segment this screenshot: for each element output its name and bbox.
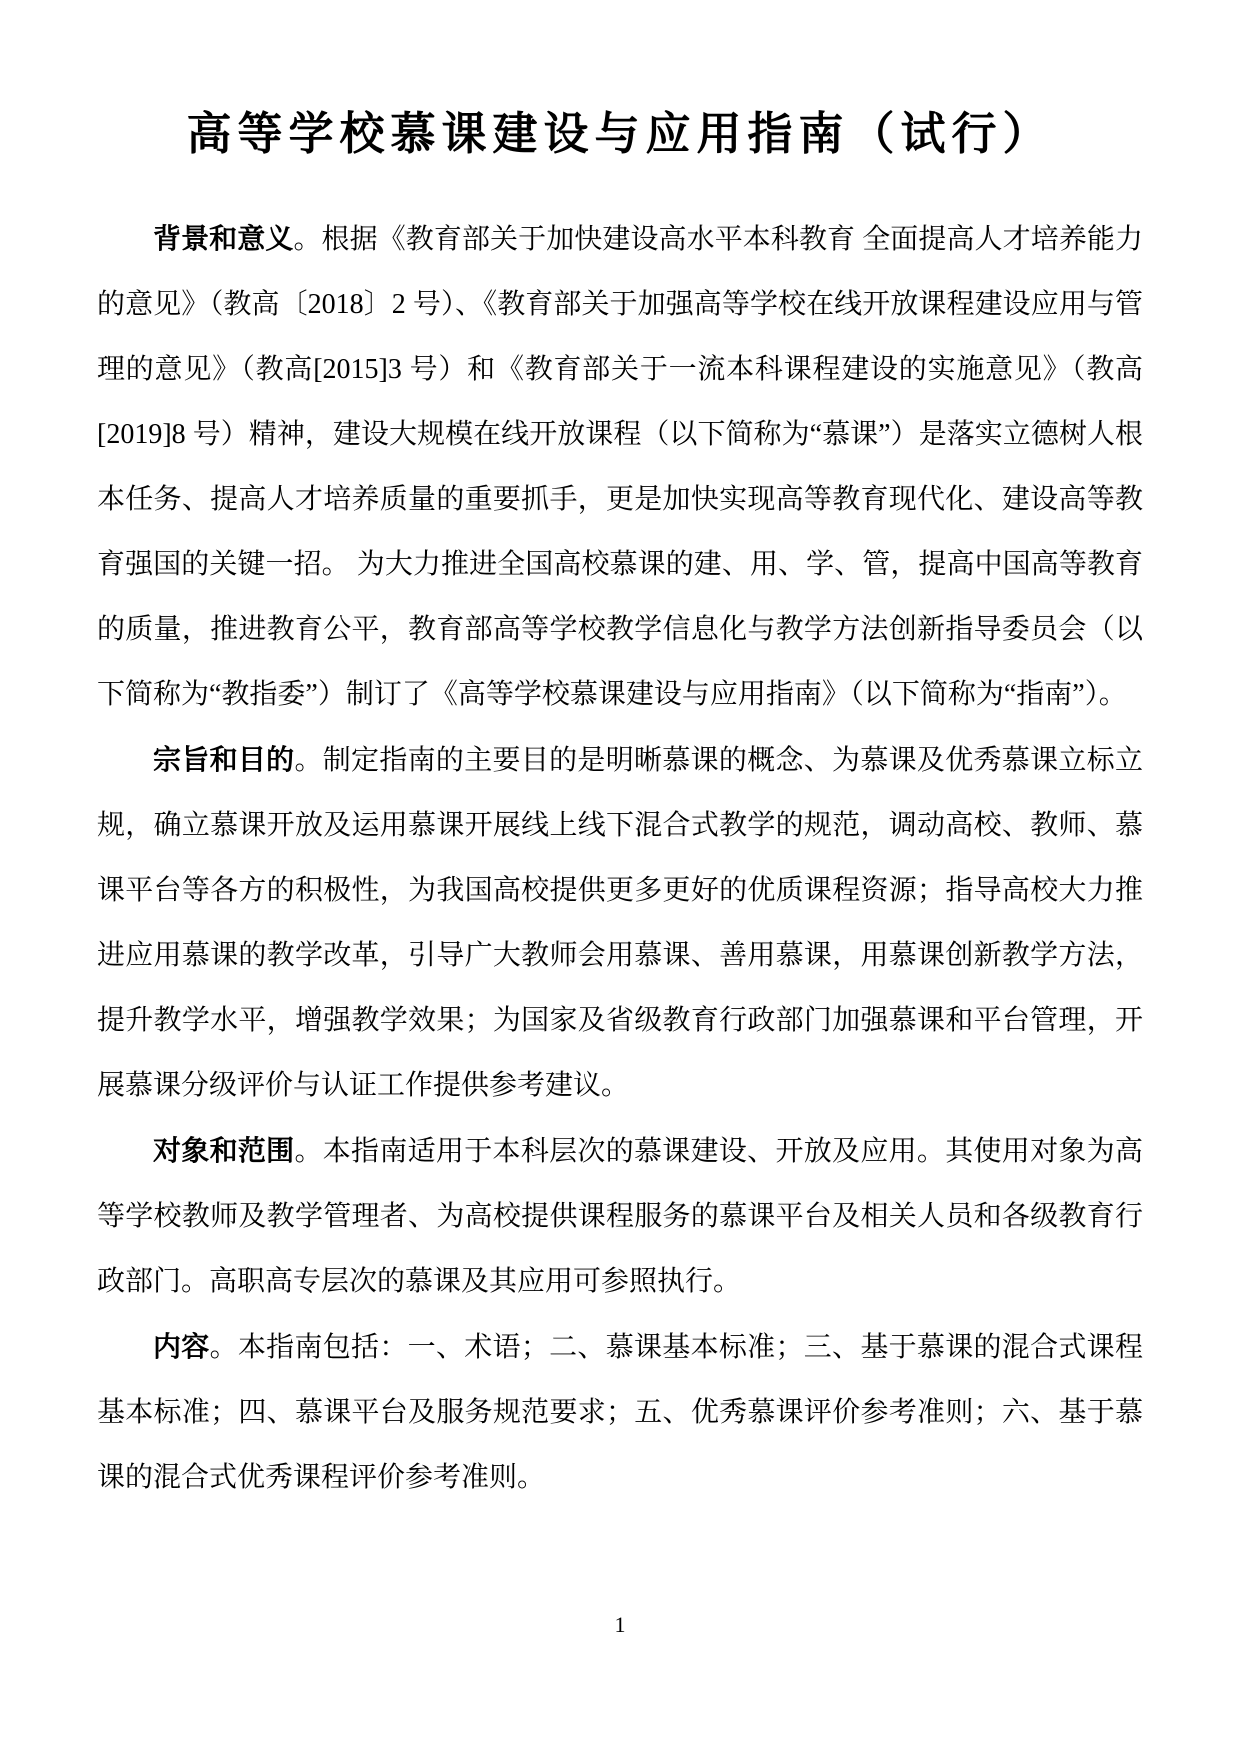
paragraph-contents xyxy=(97,1314,1143,1510)
document-content xyxy=(0,104,1240,1510)
paragraph-body-contents: 。本指南包括：一、术语；二、慕课基本标准；三、基于慕课的混合式课程基本标准；四、慕课平台及服务规范要求；五、优秀慕课评价参考准则；六、基于慕课的混合式优秀课程评价参考准则。 xyxy=(97,1332,1143,1493)
paragraph-scope xyxy=(97,1118,1143,1314)
paragraph-body-purpose: 。制定指南的主要目的是明晰慕课的概念、为慕课及优秀慕课立标立规，确立慕课开放及运用慕课开展线上线下混合式教学的规范，调动高校、教师、慕课平台等各方的积极性，为我国高校提供更多更好的优质课程资源；指导高校大力推进应用慕课的教学改革，引导广大教师会用慕课、善用慕课，用慕课创新教学方法，提升教学水平，增强教学效果；为国家及省级教育行政部门加强慕课和平台管理，开展慕课分级评价与认证工作提供参考建议。 xyxy=(97,745,1143,1101)
paragraph-heading-scope: 对象和范围 xyxy=(153,1135,295,1166)
document-title: 高等学校慕课建设与应用指南（试行） xyxy=(186,109,1054,159)
paragraph-heading-purpose: 宗旨和目的 xyxy=(153,744,295,775)
paragraph-body-background: 。根据《教育部关于加快建设高水平本科教育 全面提高人才培养能力的意见》（教高〔2018〕2 号）、《教育部关于加强高等学校在线开放课程建设应用与管理的意见》（教高[2015]3 号）和《教育部关于一流本科课程建设的实施意见》（教高[2019]8 号）精神，建设大规模在线开放课程（以下简称为“慕课”）是落实立德树人根本任务、提高人才培养质量的重要抓手，更是加快实现高等教育现代化、建设高等教育强国的关键一招。 为大力推进全国高校慕课的建、用、学、管，提高中国高等教育的质量，推进教育公平，教育部高等学校教学信息化与教学方法创新指导委员会（以下简称为“教指委”）制订了《高等学校慕课建设与应用指南》（以下简称为“指南”）。 xyxy=(97,224,1143,710)
paragraph-heading-contents: 内容 xyxy=(153,1331,210,1362)
page-number: 1 xyxy=(614,1612,626,1637)
paragraph-heading-background: 背景和意义 xyxy=(153,223,294,254)
paragraph-background xyxy=(97,206,1143,727)
paragraph-body-scope: 。本指南适用于本科层次的慕课建设、开放及应用。其使用对象为高等学校教师及教学管理者、为高校提供课程服务的慕课平台及相关人员和各级教育行政部门。高职高专层次的慕课及其应用可参照执行。 xyxy=(97,1136,1143,1297)
paragraph-purpose xyxy=(97,727,1143,1118)
